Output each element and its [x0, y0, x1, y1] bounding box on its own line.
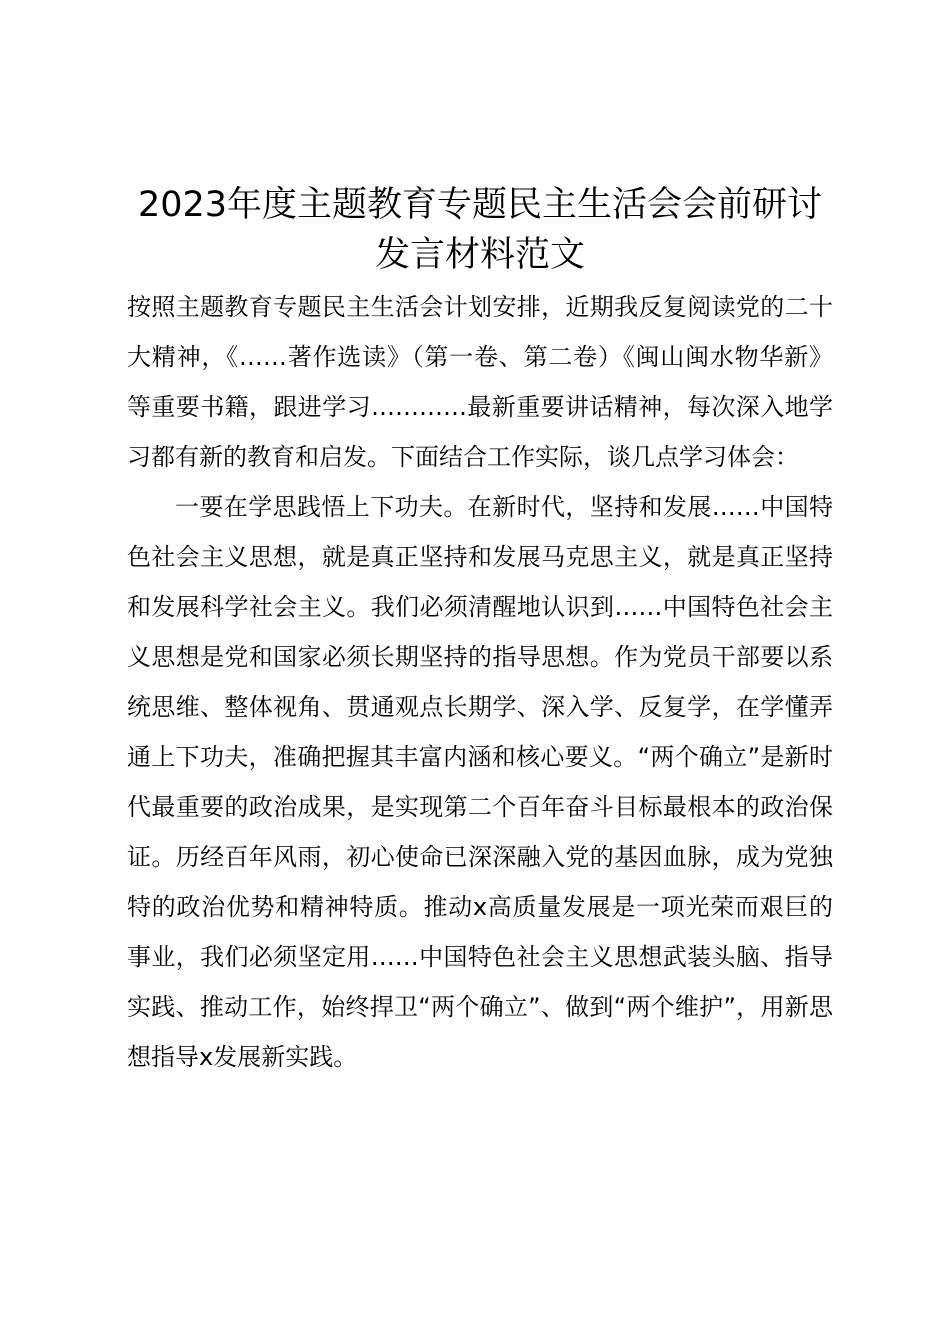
body-paragraph: 一要在学思践悟上下功夫。在新时代，坚持和发展……中国特色社会主义思想，就是真正坚持和发展马克思主义，就是真正坚持和发展科学社会主义。我们必须清醒地认识到……中国特色社会主义思想是党和国家必须长期坚持的指导思想。作为党员干部要以系统思维、整体视角、贯通观点长期学、深入学、反复学，在学懂弄通上下功夫，准确把握其丰富内涵和核心要义。“两个确立”是新时代最重要的政治成果，是实现第二个百年奋斗目标最根本的政治保证。历经百年风雨，初心使命已深深融入党的基因血脉，成为党独特的政治优势和精神特质。推动x高质量发展是一项光荣而艰巨的事业，我们必须坚定用……中国特色社会主义思想武装头脑、指导实践、推动工作，始终捍卫“两个确立”、做到“两个维护”，用新思想指导x发展新实践。 — [127, 493, 833, 1071]
document-title: 2023年度主题教育专题民主生活会会前研讨发言材料范文 — [137, 185, 823, 275]
intro-paragraph: 按照主题教育专题民主生活会计划安排，近期我反复阅读党的二十大精神，《……著作选读》（第一卷、第二卷）《闽山闽水物华新》等重要书籍，跟进学习…………最新重要讲话精神，每次深入地学习都有新的教育和启发。下面结合工作实际，谈几点学习体会： — [127, 293, 833, 471]
document-page — [127, 180, 833, 1082]
